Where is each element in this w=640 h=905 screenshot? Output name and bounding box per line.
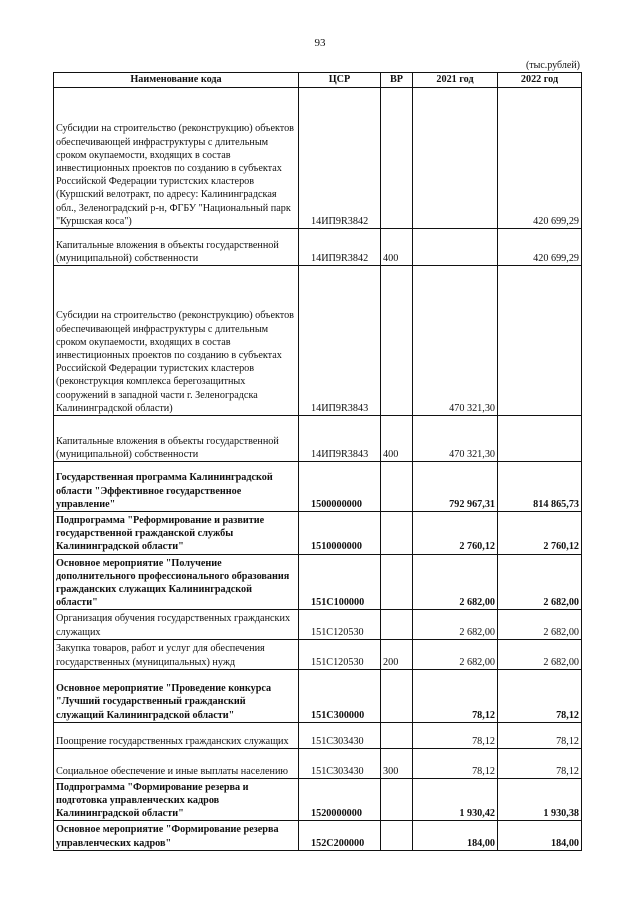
table-row bbox=[54, 778, 582, 821]
row-csr: 151С300000 bbox=[299, 669, 381, 722]
row-2022: 2 682,00 bbox=[498, 610, 582, 639]
row-name: Подпрограмма "Формирование резерва и подготовка управленческих кадров Калининградской области" bbox=[54, 778, 299, 821]
header-csr: ЦСР bbox=[299, 73, 381, 88]
row-name: Основное мероприятие "Проведение конкурса "Лучший государственный гражданский служащий Калининградской области" bbox=[54, 669, 299, 722]
row-name: Закупка товаров, работ и услуг для обеспечения государственных (муниципальных) нужд bbox=[54, 639, 299, 669]
row-vr bbox=[381, 266, 413, 416]
row-csr: 14ИП9R3843 bbox=[299, 266, 381, 416]
row-vr bbox=[381, 821, 413, 850]
table-row bbox=[54, 229, 582, 266]
row-2021: 78,12 bbox=[413, 748, 498, 778]
row-csr: 14ИП9R3842 bbox=[299, 88, 381, 229]
table-row bbox=[54, 266, 582, 416]
row-2021: 470 321,30 bbox=[413, 266, 498, 416]
row-csr: 1510000000 bbox=[299, 512, 381, 555]
row-2022: 1 930,38 bbox=[498, 778, 582, 821]
row-2022: 2 682,00 bbox=[498, 639, 582, 669]
table-row bbox=[54, 610, 582, 639]
page-number: 93 bbox=[314, 37, 326, 49]
row-csr: 151С120530 bbox=[299, 639, 381, 669]
budget-table bbox=[53, 72, 582, 851]
row-2022: 420 699,29 bbox=[498, 229, 582, 266]
table-row bbox=[54, 462, 582, 512]
table-row bbox=[54, 512, 582, 555]
table-row bbox=[54, 416, 582, 462]
row-2022: 78,12 bbox=[498, 748, 582, 778]
row-2022 bbox=[498, 266, 582, 416]
row-2022: 2 760,12 bbox=[498, 512, 582, 555]
row-vr: 200 bbox=[381, 639, 413, 669]
row-csr: 1500000000 bbox=[299, 462, 381, 512]
table-row bbox=[54, 722, 582, 748]
row-name: Поощрение государственных гражданских служащих bbox=[54, 722, 299, 748]
row-csr: 151С120530 bbox=[299, 610, 381, 639]
row-2021: 2 682,00 bbox=[413, 610, 498, 639]
row-csr: 1520000000 bbox=[299, 778, 381, 821]
row-name: Государственная программа Калининградской области "Эффективное государственное управление" bbox=[54, 462, 299, 512]
row-2022: 78,12 bbox=[498, 669, 582, 722]
row-2022 bbox=[498, 416, 582, 462]
row-vr bbox=[381, 88, 413, 229]
row-csr: 152С200000 bbox=[299, 821, 381, 850]
table-row bbox=[54, 88, 582, 229]
row-2021: 792 967,31 bbox=[413, 462, 498, 512]
table-row bbox=[54, 821, 582, 850]
row-vr: 400 bbox=[381, 229, 413, 266]
row-name: Подпрограмма "Реформирование и развитие государственной гражданской службы Калининградской области" bbox=[54, 512, 299, 555]
row-name: Основное мероприятие "Получение дополнительного профессионального образования гражданских служащих Калининградской области" bbox=[54, 554, 299, 610]
row-vr bbox=[381, 512, 413, 555]
table-row bbox=[54, 639, 582, 669]
table-row bbox=[54, 748, 582, 778]
row-csr: 151С303430 bbox=[299, 748, 381, 778]
row-vr: 400 bbox=[381, 416, 413, 462]
row-2022: 2 682,00 bbox=[498, 554, 582, 610]
row-name: Субсидии на строительство (реконструкцию) объектов обеспечивающей инфраструктуры с длительным сроком окупаемости, входящих в состав инвестиционных проектов по созданию в субъектах Российской Федерации туристских кластеров (Куршский велотракт, по адресу: Калининградская обл., Зеленоградский р-н, ФГБУ "Национальный парк "Куршская коса") bbox=[54, 88, 299, 229]
row-csr: 14ИП9R3843 bbox=[299, 416, 381, 462]
table-header-row bbox=[54, 73, 582, 88]
row-2021: 78,12 bbox=[413, 722, 498, 748]
row-name: Социальное обеспечение и иные выплаты населению bbox=[54, 748, 299, 778]
row-vr bbox=[381, 554, 413, 610]
row-name: Капитальные вложения в объекты государственной (муниципальной) собственности bbox=[54, 416, 299, 462]
row-2021: 1 930,42 bbox=[413, 778, 498, 821]
row-2022: 78,12 bbox=[498, 722, 582, 748]
row-2022: 184,00 bbox=[498, 821, 582, 850]
header-name: Наименование кода bbox=[54, 73, 299, 88]
row-csr: 14ИП9R3842 bbox=[299, 229, 381, 266]
header-2021: 2021 год bbox=[413, 73, 498, 88]
row-vr: 300 bbox=[381, 748, 413, 778]
row-2022: 814 865,73 bbox=[498, 462, 582, 512]
row-2021: 78,12 bbox=[413, 669, 498, 722]
row-csr: 151С100000 bbox=[299, 554, 381, 610]
units-label: (тыс.рублей) bbox=[525, 60, 580, 71]
row-vr bbox=[381, 669, 413, 722]
row-vr bbox=[381, 778, 413, 821]
row-2021: 2 682,00 bbox=[413, 554, 498, 610]
header-vr: ВР bbox=[381, 73, 413, 88]
row-2022: 420 699,29 bbox=[498, 88, 582, 229]
row-2021: 184,00 bbox=[413, 821, 498, 850]
header-2022: 2022 год bbox=[498, 73, 582, 88]
row-name: Субсидии на строительство (реконструкцию) объектов обеспечивающей инфраструктуры с длительным сроком окупаемости, входящих в состав инвестиционных проектов по созданию в субъектах Российской Федерации туристских кластеров (реконструкция комплекса берегозащитных сооружений в западной части г. Зеленоградска Калининградской области) bbox=[54, 266, 299, 416]
table-row bbox=[54, 669, 582, 722]
row-name: Организация обучения государственных гражданских служащих bbox=[54, 610, 299, 639]
row-2021 bbox=[413, 229, 498, 266]
row-csr: 151С303430 bbox=[299, 722, 381, 748]
row-name: Капитальные вложения в объекты государственной (муниципальной) собственности bbox=[54, 229, 299, 266]
row-2021: 2 682,00 bbox=[413, 639, 498, 669]
row-2021: 2 760,12 bbox=[413, 512, 498, 555]
row-vr bbox=[381, 610, 413, 639]
table-row bbox=[54, 554, 582, 610]
row-vr bbox=[381, 462, 413, 512]
row-2021: 470 321,30 bbox=[413, 416, 498, 462]
row-2021 bbox=[413, 88, 498, 229]
row-name: Основное мероприятие "Формирование резерва управленческих кадров" bbox=[54, 821, 299, 850]
row-vr bbox=[381, 722, 413, 748]
